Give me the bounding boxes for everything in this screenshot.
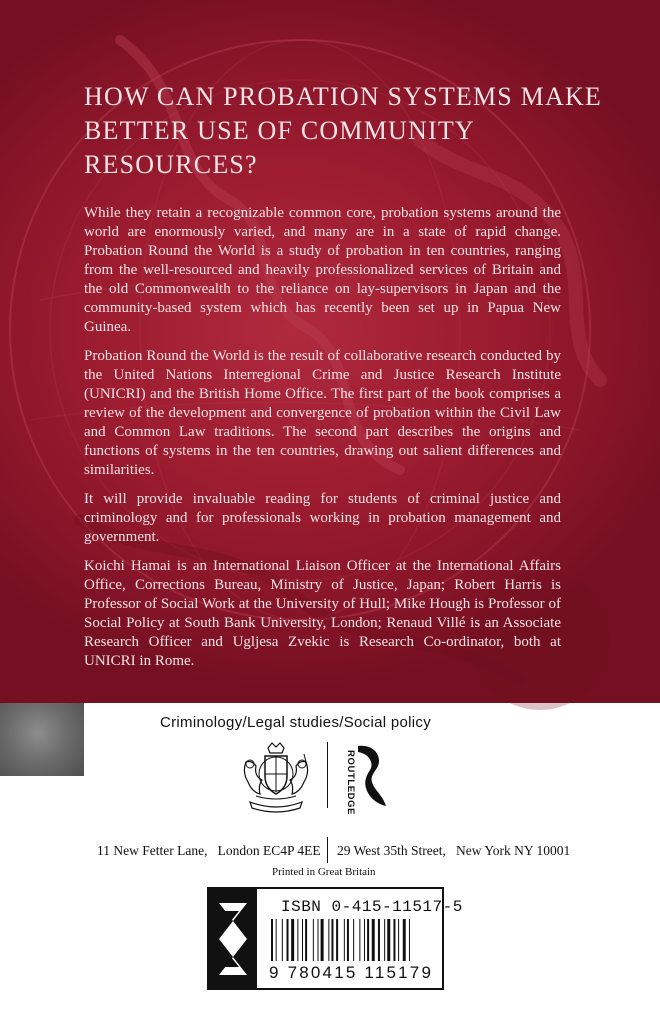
ean-barcode — [271, 919, 441, 961]
barcode-bar — [403, 919, 406, 961]
barcode-bar — [367, 919, 369, 961]
barcode-bar — [328, 919, 329, 961]
routledge-wordmark-text: ROUTLEDGE — [345, 750, 356, 816]
address-divider — [327, 837, 328, 863]
barcode-bar — [372, 919, 375, 961]
isbn-symbol-icon — [209, 889, 257, 988]
blurb-paragraph-intro: While they retain a recognizable common core, probation systems around the world are enormously varied, and many are in a state of rapid change. Probation Round the World is a study of probation in ten countries, ranging from the well-resourced and heavily professionalized services of Britain and the old Commonwealth to the reliance on lay-supervisors in Japan and the community-based system which has recently been set up in Papua New Guinea. — [84, 205, 561, 335]
barcode-bar — [331, 919, 333, 961]
barcode-bar — [384, 919, 385, 961]
cover-headline: HOW CAN PROBATION SYSTEMS MAKE BETTER USE OF COMMUNITY RESOURCES? — [84, 82, 603, 179]
blurb-paragraph-research: Probation Round the World is the result of collaborative research conducted by the United Nations Interregional Crime and Justice Research Institute (UNICRI) and the British Home Office. The first part of the book comprises a review of the development and convergence of probation within the Civil Law and Common Law traditions. The second part describes the origins and functions of systems in the ten countries, drawing out salient differences and similarities. — [84, 348, 561, 478]
barcode-bar — [282, 919, 283, 961]
royal-coat-of-arms-icon — [238, 742, 314, 814]
routledge-wordmark — [334, 748, 356, 816]
barcode-bar — [302, 919, 303, 961]
address-london: 11 New Fetter Lane, London EC4P 4EE — [97, 843, 321, 858]
barcode-bar — [393, 919, 395, 961]
barcode-bar — [387, 919, 390, 961]
barcode-bar — [318, 919, 319, 961]
cover-photo-fragment — [0, 703, 84, 776]
barcode-bar — [398, 919, 399, 961]
logo-divider — [327, 742, 328, 808]
address-newyork: 29 West 35th Street, New York NY 10001 — [337, 843, 571, 858]
barcode-bar — [313, 919, 314, 961]
barcode-bar — [297, 919, 298, 961]
barcode-bar — [378, 919, 380, 961]
barcode-bar — [305, 919, 307, 961]
isbn-number: ISBN 0-415-11517-5 — [281, 898, 463, 916]
barcode-bar — [276, 919, 277, 961]
isbn-barcode-box — [207, 887, 463, 990]
barcode-bar — [291, 919, 294, 961]
barcode-bar — [344, 919, 345, 961]
barcode-bar — [409, 919, 410, 961]
barcode-bar — [364, 919, 365, 961]
barcode-digits: 9 780415 115179 — [269, 963, 434, 982]
barcode-bar — [353, 919, 354, 961]
barcode-bar — [336, 919, 338, 961]
barcode-bar — [359, 919, 360, 961]
blurb-text — [84, 204, 561, 681]
printed-in-note: Printed in Great Britain — [272, 866, 376, 878]
barcode-bar — [271, 919, 273, 961]
blurb-paragraph-authors: Koichi Hamai is an International Liaison Officer at the International Affairs Office, Corrections Bureau, Ministry of Justice, Japan; Robert Harris is Professor of Social Work at the University of Hull; Mike Hough is Professor of Social Policy at South Bank University, London; Renaud Villé is an Associate Research Officer and Ugljesa Zvekic is Research Co-ordinator, both at UNICRI in Rome. — [84, 558, 561, 669]
barcode-bar — [347, 919, 349, 961]
barcode-bar — [287, 919, 289, 961]
barcode-bar — [321, 919, 324, 961]
blurb-paragraph-audience: It will provide invaluable reading for students of criminal justice and criminology and for professionals working in probation management and government. — [84, 491, 561, 545]
subject-categories: Criminology/Legal studies/Social policy — [160, 714, 431, 731]
